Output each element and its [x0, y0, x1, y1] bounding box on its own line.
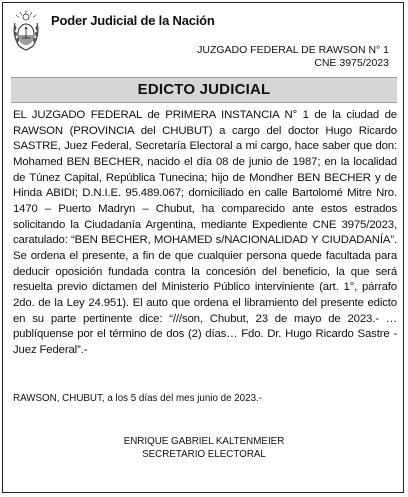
edict-body: EL JUZGADO FEDERAL de PRIMERA INSTANCIA N° 1 de la ciudad de RAWSON (PROVINCIA del CHUBUT) a cargo del doctor Hugo Ricardo SASTRE, Juez Federal, Secretaría Electoral a mi cargo, hace saber que don: Mohamed BEN BECHER, nacido el día 08 de junio de 1987; en la localidad de Túnez Capital, República Tunecina; hijo de Mondher BEN BECHER y de Hinda ABIDI; D.N.I.E. 95.489.067; domiciliado en calle Bartolomé Mitre Nro. 1470 – Puerto Madryn – Chubut, ha comparecido ante estos estrados solicitando la Ciudadanía Argentina, mediante Expediente CNE 3975/2023, caratulado: “BEN BECHER, MOHAMED s/NACIONALIDAD Y CIUDADANÍA”. Se ordena el presente, a fin de que cualquier persona quede facultada para deducir oposición fundada contra la concesión del beneficio, la que será resuelta previo dictamen del Ministerio Público interviniente (art. 1°, párrafo 2do. de la Ley 24.951). El auto que ordena el libramiento del presente edicto en su parte pertinente dice: “///son, Chubut, 23 de mayo de 2023.- …publíquense por el término de dos (2) días… Fdo. Dr. Hugo Ricardo Sastre - Juez Federal”.- [13, 109, 397, 356]
signature-name: ENRIQUE GABRIEL KALTENMEIER [123, 436, 285, 447]
edict-frame [2, 2, 404, 493]
signature-role: SECRETARIO ELECTORAL [142, 449, 266, 460]
edict-title: EDICTO JUDICIAL [11, 77, 397, 103]
court-name: JUZGADO FEDERAL DE RAWSON N° 1 [197, 44, 389, 56]
argentina-coat-of-arms-icon [11, 9, 41, 53]
place-date: RAWSON, CHUBUT, a los 5 días del mes junio de 2023.- [13, 393, 263, 404]
case-number: CNE 3975/2023 [314, 57, 389, 69]
org-name: Poder Judicial de la Nación [51, 13, 215, 28]
